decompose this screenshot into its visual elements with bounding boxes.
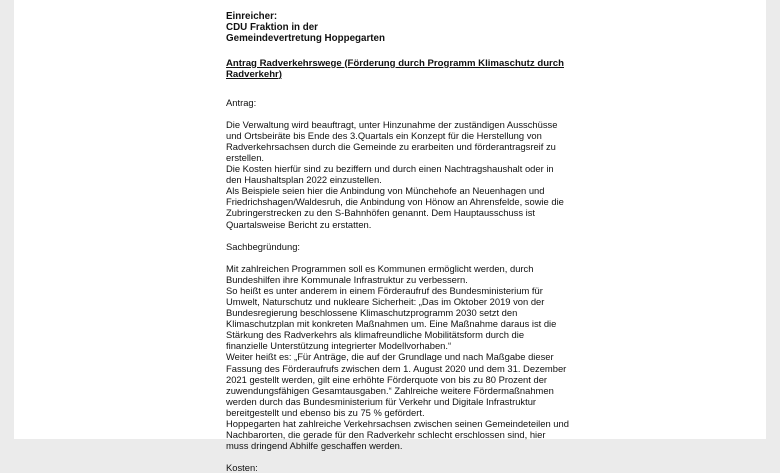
text-line: und Ortsbeiräte bis Ende des 3.Quartals ein Konzept für die Herstellung von (226, 129, 542, 141)
sender-faction: CDU Fraktion in der (226, 22, 318, 34)
text-line: finanzielle Unterstützung integrierter Modellvorhaben.“ (226, 340, 452, 352)
text-line: Umwelt, Naturschutz und nukleare Sicherheit: „Das im Oktober 2019 von der (226, 296, 545, 308)
text-line: Mit zahlreichen Programmen soll es Kommunen ermöglicht werden, durch (226, 262, 534, 274)
subject-title: Antrag Radverkehrswege (Förderung durch Programm Klimaschutz durch Radverkehr) (226, 57, 564, 80)
text-line: erstellen. (226, 151, 265, 163)
text-line: Hoppegarten hat zahlreiche Verkehrsachsen zwischen seinen Gemeindeteilen und (226, 418, 569, 430)
document-page (14, 0, 766, 473)
text-line: bereitgestellt und ebenso bis zu 75 % gefördert. (226, 406, 425, 418)
text-line: Quartalsweise Bericht zu erstatten. (226, 218, 372, 230)
document-content (226, 11, 606, 473)
text-line: Bundesregierung beschlossene Klimaschutzprogramm 2030 setzt den (226, 307, 518, 319)
text-line: Radverkehrsachsen durch die Gemeinde zu erarbeiten und förderantragsreif zu (226, 140, 556, 152)
text-line: den Haushaltsplan 2022 einzustellen. (226, 174, 382, 186)
begruendung-heading: Sachbegründung: (226, 240, 301, 252)
antrag-paragraph (226, 119, 606, 230)
antrag-heading: Antrag: (226, 96, 257, 108)
text-line: Die Verwaltung wird beauftragt, unter Hinzunahme der zuständigen Ausschüsse (226, 118, 558, 130)
text-line: Zubringerstrecken zu den S-Bahnhöfen genannt. Dem Hauptausschuss ist (226, 207, 536, 219)
text-line: Klimaschutzplan mit konkreten Maßnahmen um. Eine Maßnahme daraus ist die (226, 318, 557, 330)
begruendung-paragraph (226, 263, 606, 452)
text-line: werden durch das Bundesministerium für Verkehr und Digitale Infrastruktur (226, 395, 537, 407)
text-line: zuwendungsfähigen Gesamtausgaben.“ Zahlreiche weitere Fördermaßnahmen (226, 384, 554, 396)
text-line: Weiter heißt es: „Für Anträge, die auf der Grundlage und nach Maßgabe dieser (226, 351, 554, 363)
sender-block (226, 11, 606, 45)
text-line: muss dringend Abhilfe geschaffen werden. (226, 440, 403, 452)
text-line: Nachbarorten, die gerade für den Radverkehr schlecht erschlossen sind, hier (226, 429, 546, 441)
text-line: So heißt es unter anderem in einem Förderaufruf des Bundesministerium für (226, 284, 543, 296)
text-line: Fassung des Förderaufrufs zwischen dem 1. August 2020 und dem 31. Dezember (226, 362, 567, 374)
text-line: Stärkung des Radverkehrs als klimafreundliche Mobilitätsform durch die (226, 329, 525, 341)
text-line: Die Kosten hierfür sind zu beziffern und durch einen Nachtragshaushalt oder in (226, 163, 554, 175)
text-line: 2021 gestellt werden, gilt eine erhöhte Förderquote von bis zu 80 Prozent der (226, 373, 548, 385)
sender-label: Einreicher: (226, 11, 278, 22)
text-line: Bundeshilfen ihre Kommunale Infrastruktur zu verbessern. (226, 273, 468, 285)
text-line: Als Beispiele seien hier die Anbindung von Münchehofe an Neuenhagen und (226, 185, 545, 197)
text-line: Friedrichshagen/Waldesruh, die Anbindung von Hönow an Ahrensfelde, sowie die (226, 196, 564, 208)
kosten-heading: Kosten: (226, 462, 258, 473)
sender-body: Gemeindevertretung Hoppegarten (226, 33, 385, 45)
